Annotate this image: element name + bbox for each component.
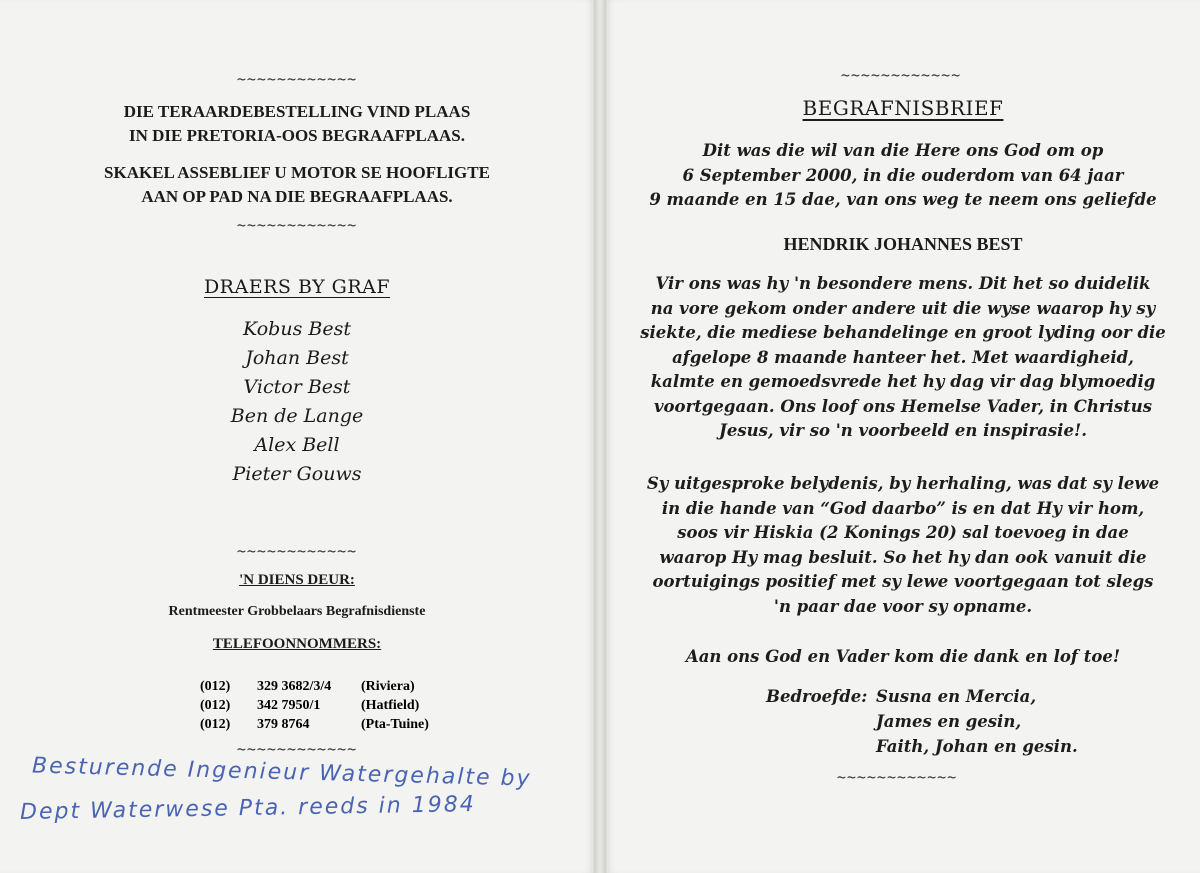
paragraph-line: Jesus, vir so 'n voorbeeld en inspirasie!. xyxy=(719,421,1087,440)
service-provider: Rentmeester Grobbelaars Begrafnisdienste xyxy=(168,604,426,619)
phone-code: (012) xyxy=(200,717,231,732)
intro-line: 9 maande en 15 dae, van ons weg te neem ons geliefde xyxy=(649,190,1157,209)
phone-row xyxy=(200,677,460,696)
phone-number: 342 7950/1 xyxy=(257,698,321,713)
phone-list xyxy=(200,677,460,734)
paragraph-line: Vir ons was hy 'n besondere mens. Dit het so duidelik xyxy=(655,274,1151,293)
headlights-notice-line: AAN OP PAD NA DIE BEGRAAFPLAAS. xyxy=(141,187,453,206)
right-page xyxy=(606,0,1200,873)
pallbearer-name: Alex Bell xyxy=(254,434,340,456)
thanks-line: Aan ons God en Vader kom die dank en lof toe! xyxy=(685,647,1121,666)
phone-row xyxy=(200,696,460,715)
pallbearer-name: Ben de Lange xyxy=(230,405,364,427)
handwritten-note-line: Dept Waterwese Pta. reeds in 1984 xyxy=(19,792,476,825)
pallbearer-name: Victor Best xyxy=(243,376,351,398)
intro-line: 6 September 2000, in die ouderdom van 64 jaar xyxy=(682,165,1124,185)
paragraph-line: 'n paar dae voor sy opname. xyxy=(773,596,1033,616)
paragraph-line: voortgegaan. Ons loof ons Hemelse Vader, in Christus xyxy=(653,396,1153,416)
separator-top: ~~~~~~~~~~~~ xyxy=(840,66,962,84)
phone-number: 379 8764 xyxy=(257,717,310,732)
bereaved-family: Faith, Johan en gesin. xyxy=(876,737,1078,756)
separator-bottom: ~~~~~~~~~~~~ xyxy=(836,768,958,786)
bereaved-family: Susna en Mercia, xyxy=(876,687,1037,706)
pallbearer-name: Johan Best xyxy=(245,347,349,369)
bereaved-family: James en gesin, xyxy=(876,712,1022,731)
page-fold xyxy=(594,0,606,873)
pallbearers-heading: DRAERS BY GRAF xyxy=(203,276,391,298)
paragraph-line: in die hande van “God daarbo” is en dat Hy vir hom, xyxy=(661,498,1145,518)
headlights-notice-line: SKAKEL ASSEBLIEF U MOTOR SE HOOFLIGTE xyxy=(104,163,490,182)
intro-line: Dit was die wil van die Here ons God om op xyxy=(702,141,1104,160)
separator-middle: ~~~~~~~~~~~~ xyxy=(236,216,358,234)
separator-top: ~~~~~~~~~~~~ xyxy=(236,70,358,88)
pallbearer-name: Pieter Gouws xyxy=(232,463,362,485)
paragraph-line: oortuigings positief met sy lewe voortgegaan tot slegs xyxy=(652,572,1154,591)
paragraph-line: afgelope 8 maande hanteer het. Met waardigheid, xyxy=(672,347,1134,367)
phone-area: (Riviera) xyxy=(361,679,415,694)
burial-notice-line: DIE TERAARDEBESTELLING VIND PLAAS xyxy=(123,102,471,121)
headlights-notice xyxy=(0,161,594,209)
deceased-name: HENDRIK JOHANNES BEST xyxy=(783,234,1023,254)
phone-code: (012) xyxy=(200,698,231,713)
paragraph-line: na vore gekom onder andere uit die wyse waarop hy sy xyxy=(650,298,1156,318)
paragraph-line: kalmte en gemoedsvrede het hy dag vir dag blymoedig xyxy=(650,372,1156,391)
phone-area: (Pta-Tuine) xyxy=(361,717,429,732)
bereaved-label: Bedroefde: xyxy=(766,687,868,706)
paragraph-line: Sy uitgesproke belydenis, by herhaling, was dat sy lewe xyxy=(646,474,1160,493)
tribute-paragraph-2 xyxy=(606,472,1200,619)
handwritten-note-line: Besturende Ingenieur Watergehalte by xyxy=(31,753,532,792)
phone-number: 329 3682/3/4 xyxy=(257,679,332,694)
service-heading: 'N DIENS DEUR: xyxy=(239,572,355,588)
phone-row xyxy=(200,715,460,734)
tribute-paragraph-1 xyxy=(606,272,1200,444)
burial-notice-line: IN DIE PRETORIA-OOS BEGRAAFPLAAS. xyxy=(129,126,465,145)
pallbearer-name: Kobus Best xyxy=(243,318,351,340)
separator-bottom: ~~~~~~~~~~~~ xyxy=(236,740,358,758)
phones-heading: TELEFOONNOMMERS: xyxy=(212,636,382,652)
paragraph-line: waarop Hy mag besluit. So het hy dan ook vanuit die xyxy=(659,547,1147,567)
letter-title: BEGRAFNISBRIEF xyxy=(802,96,1004,120)
separator-lower: ~~~~~~~~~~~~ xyxy=(236,542,358,560)
pallbearers-list xyxy=(0,315,594,489)
phone-code: (012) xyxy=(200,679,231,694)
phone-area: (Hatfield) xyxy=(361,698,420,713)
burial-notice xyxy=(0,100,594,148)
paragraph-line: soos vir Hiskia (2 Konings 20) sal toevoeg in dae xyxy=(677,523,1129,542)
bereaved-list xyxy=(876,684,1078,759)
intro-paragraph xyxy=(606,139,1200,213)
left-page xyxy=(0,0,594,873)
paragraph-line: siekte, die mediese behandelinge en groot lyding oor die xyxy=(640,323,1166,342)
